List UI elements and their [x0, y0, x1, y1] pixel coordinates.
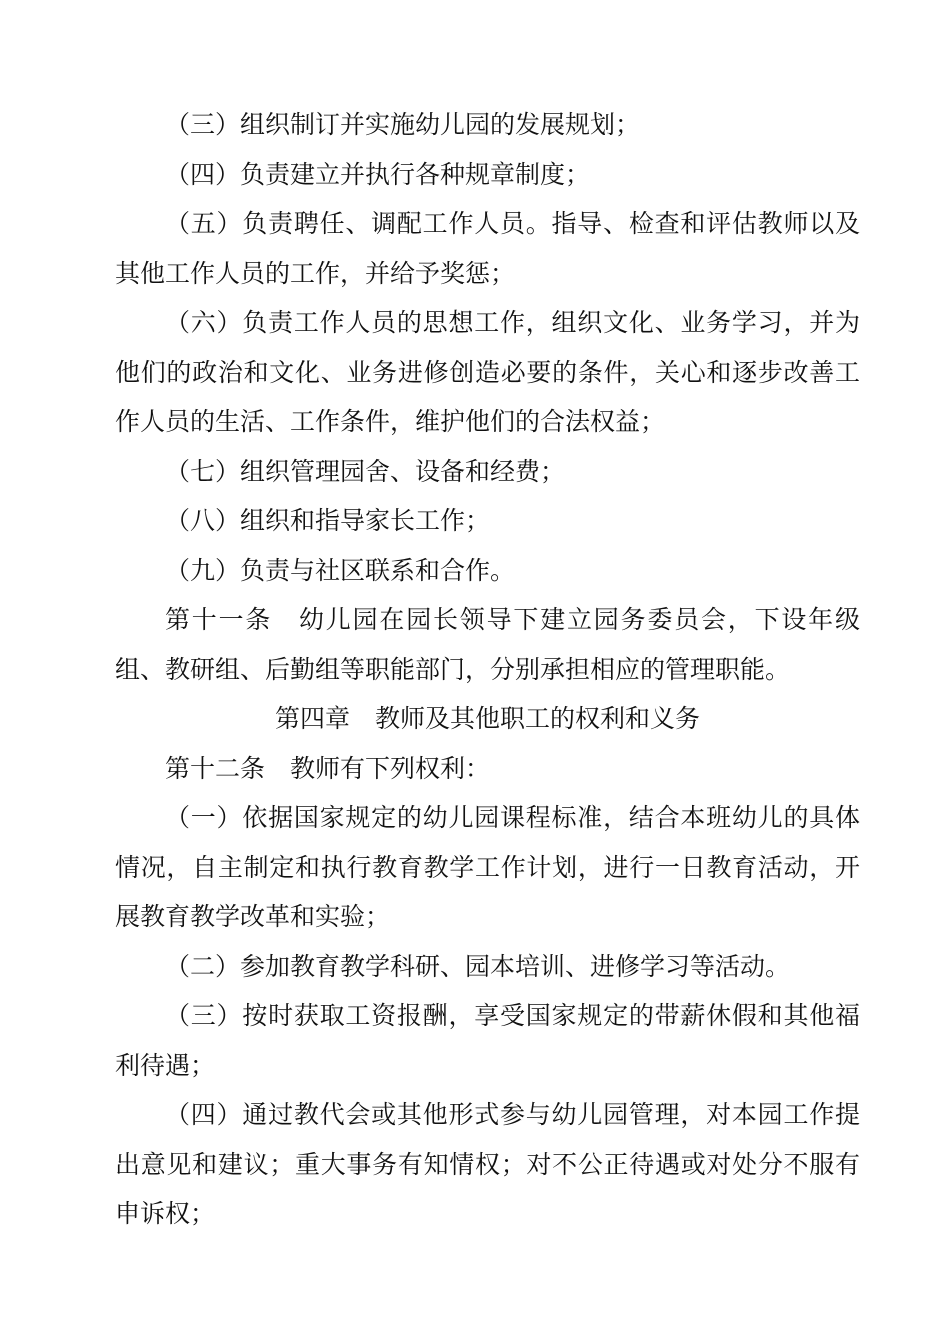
paragraph-item-5: （五）负责聘任、调配工作人员。指导、检查和评估教师以及其他工作人员的工作，并给予奖惩； [115, 209, 860, 288]
article-12: 第十二条 教师有下列权利： [165, 753, 491, 783]
paragraph-item-6: （六）负责工作人员的思想工作，组织文化、业务学习，并为他们的政治和文化、业务进修创造必要的条件，关心和逐步改善工作人员的生活、工作条件，维护他们的合法权益； [115, 308, 860, 436]
paragraph-item-4: （四）负责建立并执行各种规章制度； [165, 159, 591, 189]
article-11: 第十一条 幼儿园在园长领导下建立园务委员会，下设年级组、教研组、后勤组等职能部门，分别承担相应的管理职能。 [115, 605, 860, 684]
teacher-right-3: （三）按时获取工资报酬，享受国家规定的带薪休假和其他福利待遇； [115, 1001, 860, 1080]
paragraph-item-7: （七）组织管理园舍、设备和经费； [165, 456, 566, 486]
document-body [115, 100, 860, 1239]
paragraph-item-3: （三）组织制订并实施幼儿园的发展规划； [165, 110, 641, 139]
paragraph-item-9: （九）负责与社区联系和合作。 [165, 555, 516, 585]
teacher-right-1: （一）依据国家规定的幼儿园课程标准，结合本班幼儿的具体情况，自主制定和执行教育教学工作计划，进行一日教育活动，开展教育教学改革和实验； [115, 803, 860, 931]
teacher-right-2: （二）参加教育教学科研、园本培训、进修学习等活动。 [165, 951, 791, 981]
paragraph-item-8: （八）组织和指导家长工作； [165, 506, 491, 535]
chapter-4-heading: 第四章 教师及其他职工的权利和义务 [274, 704, 700, 733]
teacher-right-4: （四）通过教代会或其他形式参与幼儿园管理，对本园工作提出意见和建议；重大事务有知情权；对不公正待遇或对处分不服有申诉权； [115, 1100, 860, 1228]
